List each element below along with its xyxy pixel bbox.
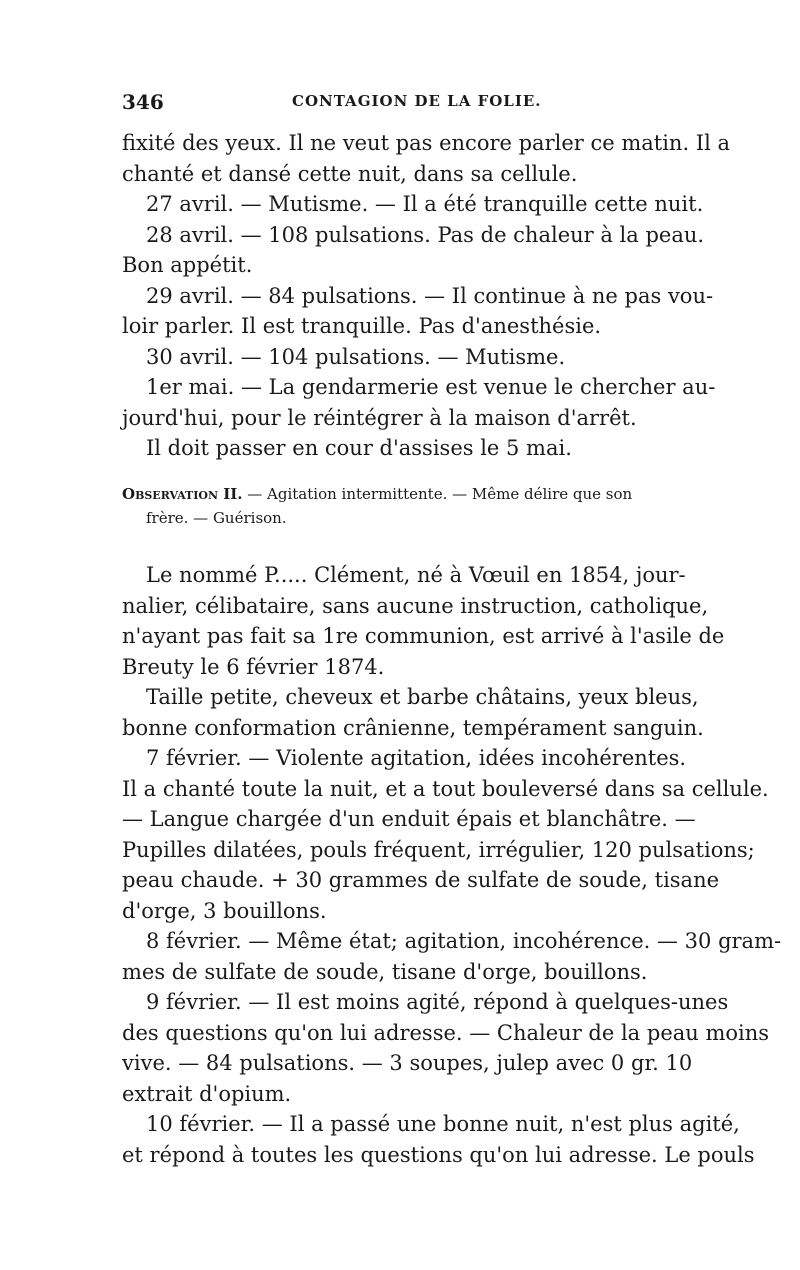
observation-line-2: frère. — Guérison. xyxy=(146,509,287,527)
text-line: — Langue chargée d'un enduit épais et blanchâtre. — xyxy=(122,807,696,831)
text-line: Il a chanté toute la nuit, et a tout bouleversé dans sa cellule. xyxy=(122,776,769,801)
text-line: Pupilles dilatées, pouls fréquent, irrégulier, 120 pulsations; xyxy=(122,837,755,862)
text-line: 30 avril. — 104 pulsations. — Mutisme. xyxy=(146,344,566,369)
text-line: loir parler. Il est tranquille. Pas d'anesthésie. xyxy=(122,314,602,338)
text-line: Il doit passer en cour d'assises le 5 mai. xyxy=(146,436,572,460)
text-line: Bon appétit. xyxy=(122,253,253,277)
text-line: 28 avril. — 108 pulsations. Pas de chaleur à la peau. xyxy=(146,222,705,247)
text-line: mes de sulfate de soude, tisane d'orge, bouillons. xyxy=(122,959,648,984)
case-continuation xyxy=(122,128,730,464)
case-body xyxy=(122,560,782,1170)
text-line: 29 avril. — 84 pulsations. — Il continue à ne pas vou- xyxy=(146,283,714,308)
text-line: jourd'hui, pour le réintégrer à la maison d'arrêt. xyxy=(122,405,637,430)
observation-heading xyxy=(122,482,678,530)
page-number: 346 xyxy=(122,90,164,114)
text-line: bonne conformation crânienne, tempérament sanguin. xyxy=(122,715,704,740)
text-line: extrait d'opium. xyxy=(122,1081,292,1106)
text-line: n'ayant pas fait sa 1re communion, est arrivé à l'asile de xyxy=(122,624,725,648)
page-header xyxy=(122,90,682,120)
text-line: des questions qu'on lui adresse. — Chaleur de la peau moins xyxy=(122,1020,770,1045)
text-line: 27 avril. — Mutisme. — Il a été tranquille cette nuit. xyxy=(146,192,704,216)
text-line: Taille petite, cheveux et barbe châtains, yeux bleus, xyxy=(146,685,699,709)
text-line: 8 février. — Même état; agitation, incohérence. — 30 gram- xyxy=(146,929,782,953)
text-line: d'orge, 3 bouillons. xyxy=(122,898,327,923)
observation-summary: — Agitation intermittente. — Même délire que son xyxy=(242,485,633,503)
text-line: et répond à toutes les questions qu'on lui adresse. Le pouls xyxy=(122,1142,755,1167)
text-line: chanté et dansé cette nuit, dans sa cellule. xyxy=(122,161,578,186)
observation-line-1 xyxy=(122,482,678,506)
text-line: 1er mai. — La gendarmerie est venue le chercher au- xyxy=(146,375,716,399)
text-line: Le nommé P..... Clément, né à Vœuil en 1854, jour- xyxy=(146,563,686,587)
text-line: peau chaude. + 30 grammes de sulfate de soude, tisane xyxy=(122,868,720,892)
text-line: fixité des yeux. Il ne veut pas encore parler ce matin. Il a xyxy=(122,131,730,155)
text-line: nalier, célibataire, sans aucune instruction, catholique, xyxy=(122,593,709,618)
text-line: vive. — 84 pulsations. — 3 soupes, julep avec 0 gr. 10 xyxy=(122,1051,693,1075)
text-line: 7 février. — Violente agitation, idées incohérentes. xyxy=(146,746,687,770)
text-line: 10 février. — Il a passé une bonne nuit, n'est plus agité, xyxy=(146,1112,740,1136)
running-title: CONTAGION DE LA FOLIE. xyxy=(292,92,542,110)
text-line: Breuty le 6 février 1874. xyxy=(122,654,385,679)
text-line: 9 février. — Il est moins agité, répond à quelques-unes xyxy=(146,990,729,1014)
observation-label: Observation II. xyxy=(122,485,243,503)
